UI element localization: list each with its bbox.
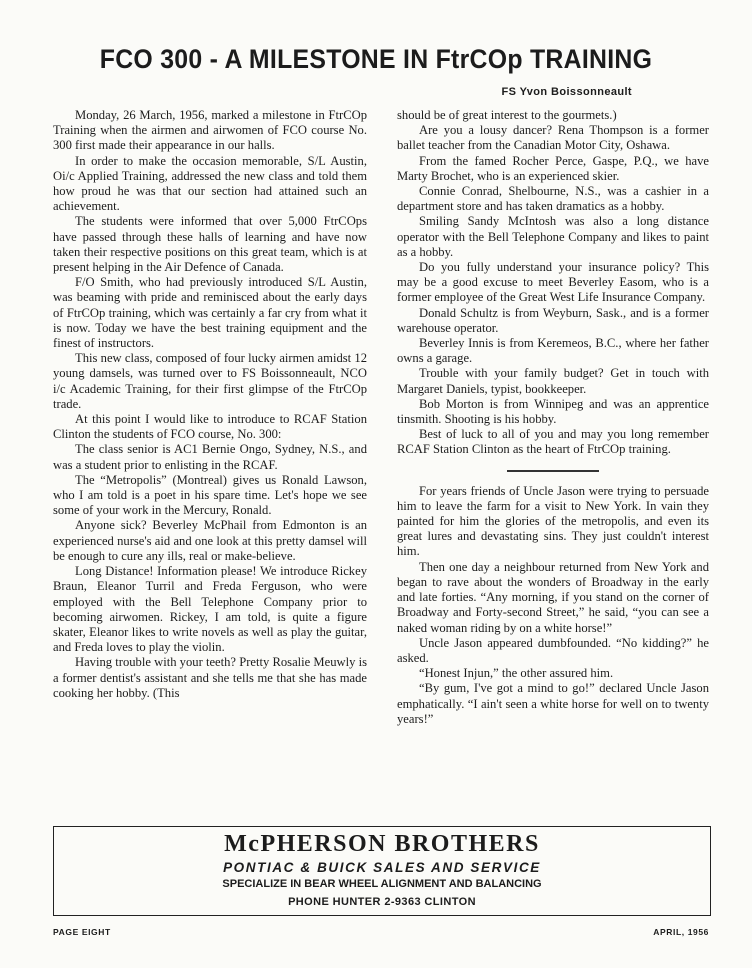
section-divider <box>507 470 599 472</box>
anecdote-paragraph: For years friends of Uncle Jason were trying to persuade him to leave the farm for a visit to New York. In vain they painted for him the glories of the metropolis, and even its great lures and devastating sins. They just couldn't interest him. <box>397 483 709 559</box>
paragraph: Donald Schultz is from Weyburn, Sask., and is a former warehouse operator. <box>397 305 709 335</box>
paragraph: Having trouble with your teeth? Pretty Rosalie Meuwly is a former dentist's assistant and she tells me that she has made cooking her hobby. (This <box>53 655 367 700</box>
anecdote-paragraph: Then one day a neighbour returned from New York and began to rave about the wonders of Broadway in the early and late forties. “Any morning, if you stand on the corner of Broadway and Forty-second Street,” he said, “you can see a naked woman riding by on a white horse!” <box>397 559 709 635</box>
paragraph: Are you a lousy dancer? Rena Thompson is a former ballet teacher from the Canadian Motor City, Oshawa. <box>397 123 709 153</box>
anecdote-paragraph: “Honest Injun,” the other assured him. <box>419 666 614 681</box>
left-column <box>53 108 367 701</box>
paragraph-continuation: should be of great interest to the gourmets.) <box>397 108 617 122</box>
paragraph: This new class, composed of four lucky airmen amidst 12 young damsels, was turned over to FS Boissonneault, NCO i/c Academic Training, for their first glimpse of the FtrCOp trade. <box>53 351 367 411</box>
paragraph: Beverley Innis is from Keremeos, B.C., where her father owns a garage. <box>397 336 709 366</box>
paragraph: The “Metropolis” (Montreal) gives us Ronald Lawson, who I am told is a poet in his spare time. Let's hope we see some of your work in the Mercury, Ronald. <box>53 472 367 518</box>
page-number: PAGE EIGHT <box>53 927 111 937</box>
paragraph: Anyone sick? Beverley McPhail from Edmonton is an experienced nurse's aid and one look at this pretty damsel will be enough to cure any ills, real or make-believe. <box>53 518 367 563</box>
paragraph: Smiling Sandy McIntosh was also a long distance operator with the Bell Telephone Company and likes to paint as a hobby. <box>397 214 709 259</box>
anecdote-paragraph: “By gum, I've got a mind to go!” declared Uncle Jason emphatically. “I ain't seen a white horse for well on to twenty years!” <box>397 681 709 726</box>
issue-date: APRIL, 1956 <box>653 927 709 937</box>
right-column <box>397 108 709 727</box>
advertisement-box <box>53 826 711 916</box>
paragraph: Trouble with your family budget? Get in touch with Margaret Daniels, typist, bookkeeper. <box>397 366 709 396</box>
paragraph: Best of luck to all of you and may you long remember RCAF Station Clinton as the heart of FtrCOp training. <box>397 427 709 457</box>
paragraph: Monday, 26 March, 1956, marked a milestone in FtrCOp Training when the airmen and airwomen of FCO course No. 300 first made their appearance in our halls. <box>53 108 367 153</box>
article-title: FCO 300 - A MILESTONE IN FtrCOp TRAINING <box>99 44 653 74</box>
paragraph: The class senior is AC1 Bernie Ongo, Sydney, N.S., and was a student prior to enlisting in the RCAF. <box>53 442 367 472</box>
byline: FS Yvon Boissonneault <box>501 86 632 98</box>
paragraph: Do you fully understand your insurance policy? This may be a good excuse to meet Beverley Easom, who is a former employee of the Great West Life Insurance Company. <box>397 260 709 305</box>
paragraph: Long Distance! Information please! We introduce Rickey Braun, Eleanor Turril and Freda Ferguson, who were employed with the Bell Telephone Company prior to becoming airwomen. Rickey, I am told, is quite a figure skater, Eleanor likes to write novels as well as play the guitar, and Freda loves to play the violin. <box>53 564 367 655</box>
paragraph: In order to make the occasion memorable, S/L Austin, Oi/c Applied Training, addressed the new class and told them how proud he was that our section had attained such an achievement. <box>53 153 367 214</box>
ad-specialty: SPECIALIZE IN BEAR WHEEL ALIGNMENT AND BALANCING <box>222 878 542 890</box>
paragraph: F/O Smith, who had previously introduced S/L Austin, was beaming with pride and reminisced about the early days of FtrCOp training, which was certainly a far cry from what it is now. Today we have the best training equipment and the finest of instructors. <box>53 275 367 351</box>
ad-company-name: McPHERSON BROTHERS <box>224 831 540 857</box>
paragraph: Bob Morton is from Winnipeg and was an apprentice tinsmith. Shooting is his hobby. <box>397 396 709 427</box>
ad-services: PONTIAC & BUICK SALES AND SERVICE <box>223 860 541 875</box>
anecdote-paragraph: Uncle Jason appeared dumbfounded. “No kidding?” he asked. <box>397 635 709 665</box>
ad-phone: PHONE HUNTER 2-9363 CLINTON <box>288 896 476 908</box>
paragraph: The students were informed that over 5,000 FtrCOps have passed through these halls of learning and have now taken their respective positions on this great team, which is at present helping in the Air Defence of Canada. <box>53 214 367 275</box>
paragraph: Connie Conrad, Shelbourne, N.S., was a cashier in a department store and has taken dramatics as a hobby. <box>397 184 709 214</box>
paragraph: From the famed Rocher Perce, Gaspe, P.Q., we have Marty Brochet, who is an experienced skier. <box>397 153 709 183</box>
paragraph: At this point I would like to introduce to RCAF Station Clinton the students of FCO course, No. 300: <box>53 412 367 442</box>
